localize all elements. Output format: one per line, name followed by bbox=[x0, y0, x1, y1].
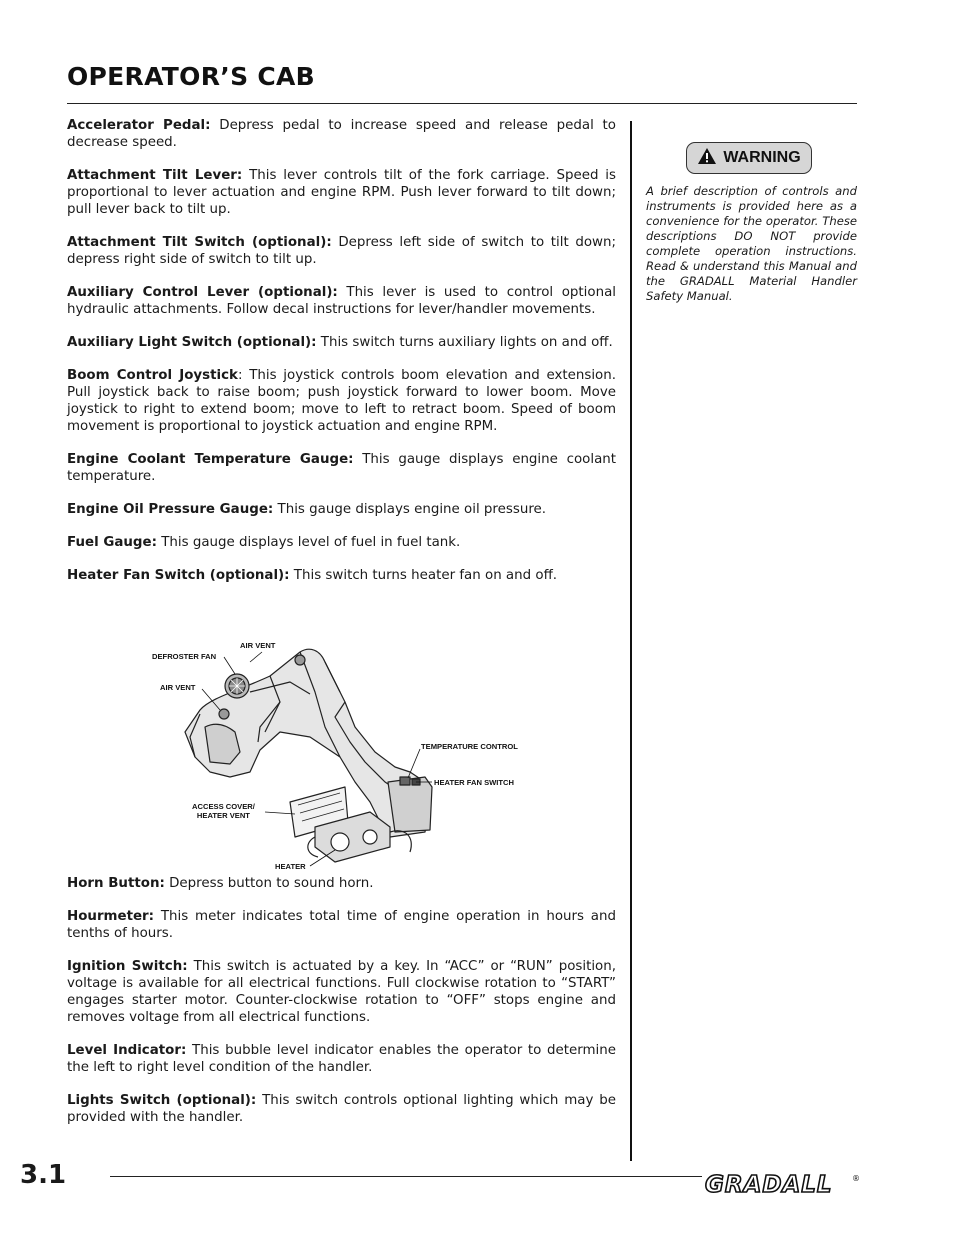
entry-term: Auxiliary Light Switch (optional): bbox=[67, 335, 317, 350]
entry-text: This gauge displays engine coolant temperature. bbox=[67, 452, 617, 484]
label-defroster-fan: DEFROSTER FAN bbox=[152, 652, 217, 661]
entry-oil-pressure-gauge bbox=[67, 501, 616, 518]
registered-mark: ® bbox=[852, 1174, 860, 1183]
entry-term: Boom Control Joystick bbox=[67, 368, 238, 383]
entry-lights-switch bbox=[67, 1092, 616, 1126]
entry-term: Auxiliary Control Lever (optional): bbox=[67, 285, 338, 300]
entry-term: Accelerator Pedal: bbox=[67, 118, 211, 133]
label-temperature-control: TEMPERATURE CONTROL bbox=[421, 742, 518, 751]
entry-term: Attachment Tilt Lever: bbox=[67, 168, 243, 183]
entry-text: Depress left side of switch to tilt down; depress right side of switch to tilt up. bbox=[67, 235, 616, 267]
entry-text: This switch is actuated by a key. In “ACC” or “RUN” position, voltage is available for all electrical functions. Full clockwise rotation to “START” engages starter motor. Counter-clockwise rotation to “OFF” stops engine and removes voltage from all electrical functions. bbox=[67, 959, 616, 1025]
entry-auxiliary-light-switch bbox=[67, 334, 616, 351]
gradall-logo bbox=[704, 1170, 860, 1196]
entry-coolant-temperature-gauge bbox=[67, 451, 616, 485]
entry-attachment-tilt-switch bbox=[67, 234, 616, 268]
entry-heater-fan-switch bbox=[67, 567, 616, 584]
label-heater-fan-switch: HEATER FAN SWITCH bbox=[434, 778, 515, 787]
warning-badge bbox=[686, 142, 812, 174]
label-access-cover: ACCESS COVER/ HEATER VENT bbox=[192, 802, 255, 820]
entry-term: Heater Fan Switch (optional): bbox=[67, 568, 290, 583]
warning-note: A brief description of controls and instruments is provided here as a convenience for the operator. These descriptions DO NOT provide complete operation instructions. Read & understand this Manual and the GRADALL Material Handler Safety Manual. bbox=[646, 184, 857, 303]
entry-text: This bubble level indicator enables the operator to determine the left to right level condition of the handler. bbox=[67, 1043, 617, 1075]
heater-assembly-drawing bbox=[140, 632, 540, 877]
entry-term: Ignition Switch: bbox=[67, 959, 188, 974]
entry-text: : This joystick controls boom elevation and extension. Pull joystick back to raise boom; push joystick forward to lower boom. Move joystick to right to extend boom; move to left to retract boom. Speed of boom movement is proportional to joystick actuation and engine RPM. bbox=[67, 368, 616, 434]
page-title: OPERATOR’S CAB bbox=[67, 62, 316, 91]
entry-level-indicator bbox=[67, 1042, 616, 1076]
entry-boom-control-joystick bbox=[67, 367, 616, 435]
entry-auxiliary-control-lever bbox=[67, 284, 616, 318]
entry-text: This meter indicates total time of engine operation in hours and tenths of hours. bbox=[67, 909, 616, 941]
entry-ignition-switch bbox=[67, 958, 616, 1026]
entry-term: Engine Coolant Temperature Gauge: bbox=[67, 452, 354, 467]
entry-text: This lever controls tilt of the fork carriage. Speed is proportional to lever actuation and engine RPM. Push lever forward to tilt down; pull lever back to tilt up. bbox=[67, 168, 616, 217]
entry-text: This switch turns auxiliary lights on and off. bbox=[316, 335, 613, 350]
label-heater: HEATER bbox=[275, 862, 306, 871]
entry-horn-button bbox=[67, 875, 616, 892]
entry-text: Depress pedal to increase speed and release pedal to decrease speed. bbox=[67, 118, 616, 150]
entry-attachment-tilt-lever bbox=[67, 167, 616, 218]
warning-label: WARNING bbox=[723, 149, 801, 166]
title-divider bbox=[67, 103, 857, 104]
entry-term: Horn Button: bbox=[67, 876, 165, 891]
entry-text: This gauge displays engine oil pressure. bbox=[273, 502, 547, 517]
entry-text: This lever is used to control optional hydraulic attachments. Follow decal instructions for lever/handler movements. bbox=[67, 285, 616, 317]
label-air-vent-top: AIR VENT bbox=[240, 641, 276, 650]
entry-term: Level Indicator: bbox=[67, 1043, 187, 1058]
controls-list-top bbox=[67, 117, 616, 600]
column-divider bbox=[630, 121, 632, 1161]
warning-triangle-icon bbox=[697, 147, 717, 169]
footer-divider bbox=[110, 1176, 702, 1177]
entry-term: Engine Oil Pressure Gauge: bbox=[67, 502, 274, 517]
entry-hourmeter bbox=[67, 908, 616, 942]
entry-fuel-gauge bbox=[67, 534, 616, 551]
logo-wordmark: GRADALL bbox=[705, 1172, 833, 1196]
entry-term: Lights Switch (optional): bbox=[67, 1093, 257, 1108]
entry-text: This gauge displays level of fuel in fuel tank. bbox=[156, 535, 461, 550]
entry-text: This switch controls optional lighting which may be provided with the handler. bbox=[67, 1093, 616, 1125]
controls-list-bottom bbox=[67, 875, 616, 1142]
entry-term: Attachment Tilt Switch (optional): bbox=[67, 235, 332, 250]
page-number: 3.1 bbox=[20, 1160, 67, 1190]
entry-term: Hourmeter: bbox=[67, 909, 155, 924]
heater-assembly-diagram bbox=[140, 632, 540, 877]
label-air-vent-left: AIR VENT bbox=[160, 683, 196, 692]
entry-text: Depress button to sound horn. bbox=[164, 876, 374, 891]
entry-text: This switch turns heater fan on and off. bbox=[289, 568, 558, 583]
entry-accelerator-pedal bbox=[67, 117, 616, 151]
entry-term: Fuel Gauge: bbox=[67, 535, 157, 550]
